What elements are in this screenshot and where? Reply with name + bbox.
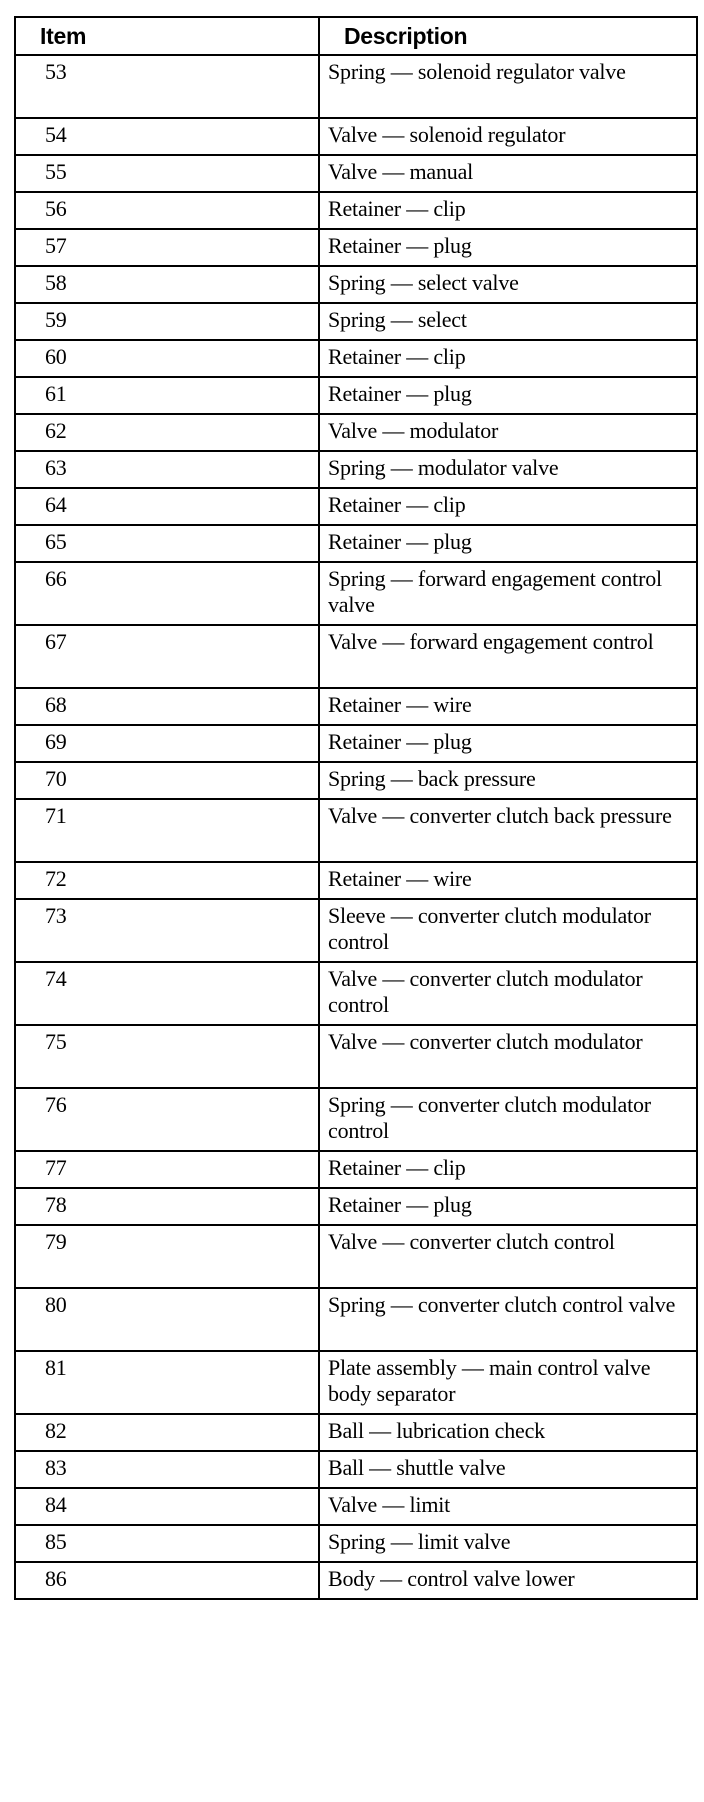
item-number-cell: 56: [15, 192, 319, 229]
item-number-cell: 75: [15, 1025, 319, 1088]
table-row: [15, 1151, 697, 1188]
item-number-cell: 55: [15, 155, 319, 192]
table-row: [15, 192, 697, 229]
description-cell: Retainer — clip: [319, 340, 697, 377]
item-number-cell: 54: [15, 118, 319, 155]
description-cell: Valve — converter clutch back pressure: [319, 799, 697, 862]
table-row: [15, 1025, 697, 1088]
table-row: [15, 525, 697, 562]
table-row: [15, 1451, 697, 1488]
item-number-cell: 65: [15, 525, 319, 562]
description-cell: Spring — limit valve: [319, 1525, 697, 1562]
table-row: [15, 55, 697, 118]
table-row: [15, 266, 697, 303]
description-cell: Retainer — wire: [319, 688, 697, 725]
item-number-cell: 53: [15, 55, 319, 118]
item-number-cell: 62: [15, 414, 319, 451]
item-number-cell: 84: [15, 1488, 319, 1525]
description-cell: Spring — select: [319, 303, 697, 340]
description-cell: Retainer — plug: [319, 525, 697, 562]
item-number-cell: 80: [15, 1288, 319, 1351]
description-cell: Ball — shuttle valve: [319, 1451, 697, 1488]
description-cell: Valve — solenoid regulator: [319, 118, 697, 155]
item-number-cell: 76: [15, 1088, 319, 1151]
description-cell: Retainer — plug: [319, 1188, 697, 1225]
item-number-cell: 63: [15, 451, 319, 488]
table-row: [15, 625, 697, 688]
item-number-cell: 73: [15, 899, 319, 962]
description-cell: Retainer — plug: [319, 229, 697, 266]
table-row: [15, 688, 697, 725]
table-row: [15, 1525, 697, 1562]
table-row: [15, 414, 697, 451]
description-cell: Spring — converter clutch control valve: [319, 1288, 697, 1351]
description-cell: Spring — modulator valve: [319, 451, 697, 488]
item-number-cell: 70: [15, 762, 319, 799]
table-row: [15, 862, 697, 899]
item-number-cell: 79: [15, 1225, 319, 1288]
item-column-header: Item: [15, 17, 319, 55]
item-number-cell: 69: [15, 725, 319, 762]
table-row: [15, 451, 697, 488]
description-cell: Valve — limit: [319, 1488, 697, 1525]
description-cell: Retainer — clip: [319, 488, 697, 525]
table-row: [15, 799, 697, 862]
item-number-cell: 58: [15, 266, 319, 303]
item-number-cell: 81: [15, 1351, 319, 1414]
description-cell: Valve — converter clutch modulator control: [319, 962, 697, 1025]
description-cell: Ball — lubrication check: [319, 1414, 697, 1451]
table-row: [15, 725, 697, 762]
description-cell: Retainer — clip: [319, 192, 697, 229]
description-cell: Retainer — wire: [319, 862, 697, 899]
item-number-cell: 72: [15, 862, 319, 899]
table-row: [15, 762, 697, 799]
item-number-cell: 74: [15, 962, 319, 1025]
table-row: [15, 562, 697, 625]
table-row: [15, 340, 697, 377]
item-number-cell: 86: [15, 1562, 319, 1599]
table-row: [15, 1562, 697, 1599]
description-cell: Valve — converter clutch control: [319, 1225, 697, 1288]
table-row: [15, 1488, 697, 1525]
table-row: [15, 1414, 697, 1451]
description-column-header: Description: [319, 17, 697, 55]
table-row: [15, 1088, 697, 1151]
item-number-cell: 67: [15, 625, 319, 688]
description-cell: Plate assembly — main control valve body separator: [319, 1351, 697, 1414]
header-row: [15, 17, 697, 55]
table-row: [15, 303, 697, 340]
item-number-cell: 64: [15, 488, 319, 525]
description-cell: Retainer — plug: [319, 725, 697, 762]
table-row: [15, 155, 697, 192]
item-number-cell: 57: [15, 229, 319, 266]
item-number-cell: 66: [15, 562, 319, 625]
description-cell: Spring — select valve: [319, 266, 697, 303]
item-number-cell: 61: [15, 377, 319, 414]
table-row: [15, 1288, 697, 1351]
item-number-cell: 85: [15, 1525, 319, 1562]
parts-table: [14, 16, 698, 1600]
description-cell: Spring — back pressure: [319, 762, 697, 799]
table-row: [15, 1188, 697, 1225]
item-number-cell: 71: [15, 799, 319, 862]
description-cell: Spring — forward engagement control valve: [319, 562, 697, 625]
table-body: [15, 55, 697, 1599]
description-cell: Spring — solenoid regulator valve: [319, 55, 697, 118]
table-row: [15, 229, 697, 266]
description-cell: Retainer — clip: [319, 1151, 697, 1188]
item-number-cell: 78: [15, 1188, 319, 1225]
table-row: [15, 118, 697, 155]
description-cell: Valve — forward engagement control: [319, 625, 697, 688]
item-number-cell: 68: [15, 688, 319, 725]
item-number-cell: 60: [15, 340, 319, 377]
description-cell: Valve — manual: [319, 155, 697, 192]
table-row: [15, 899, 697, 962]
table-row: [15, 1225, 697, 1288]
table-row: [15, 377, 697, 414]
description-cell: Retainer — plug: [319, 377, 697, 414]
description-cell: Valve — modulator: [319, 414, 697, 451]
item-number-cell: 77: [15, 1151, 319, 1188]
description-cell: Valve — converter clutch modulator: [319, 1025, 697, 1088]
description-cell: Sleeve — converter clutch modulator control: [319, 899, 697, 962]
table-row: [15, 488, 697, 525]
description-cell: Spring — converter clutch modulator control: [319, 1088, 697, 1151]
item-number-cell: 59: [15, 303, 319, 340]
description-cell: Body — control valve lower: [319, 1562, 697, 1599]
table-row: [15, 962, 697, 1025]
table-row: [15, 1351, 697, 1414]
item-number-cell: 83: [15, 1451, 319, 1488]
item-number-cell: 82: [15, 1414, 319, 1451]
